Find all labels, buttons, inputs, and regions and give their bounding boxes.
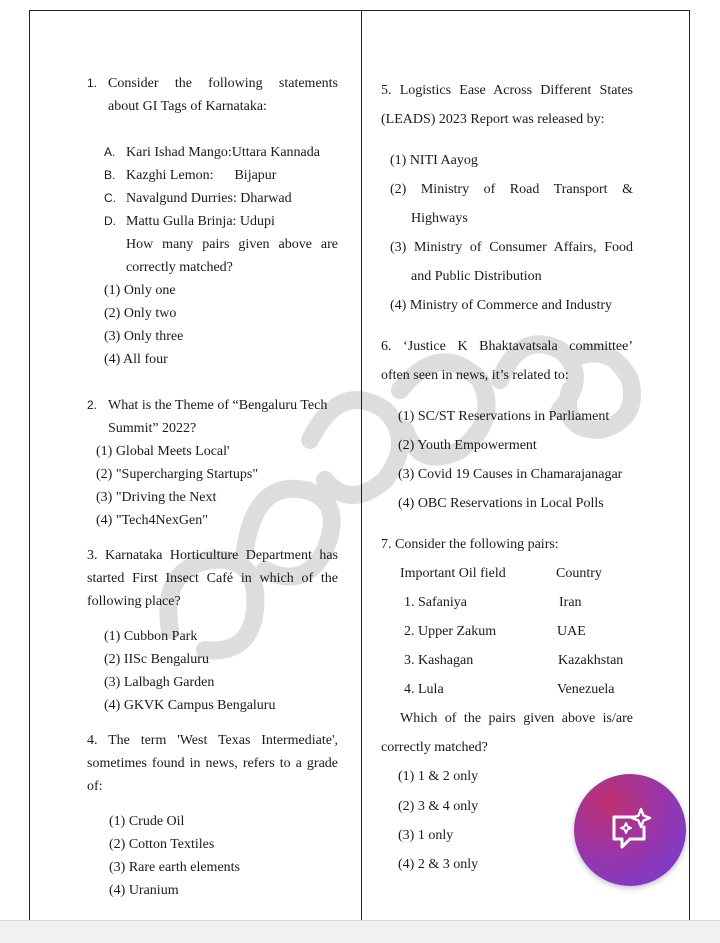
pair-country: Venezuela xyxy=(557,682,615,697)
option: (2) IISc Bengaluru xyxy=(104,652,209,667)
option-continued: Highways xyxy=(411,211,468,226)
item-letter: A. xyxy=(104,145,116,159)
option: (2) Ministry of Road Transport & xyxy=(390,182,633,197)
option: (4) Ministry of Commerce and Industry xyxy=(390,298,613,313)
option: (3) Lalbagh Garden xyxy=(104,675,215,690)
item-text: Kazghi Lemon: Bijapur xyxy=(126,168,277,183)
option: (2) 3 & 4 only xyxy=(398,799,479,814)
table-header-country: Country xyxy=(556,566,602,581)
pair-field: 2. Upper Zakum xyxy=(404,624,497,639)
question-text: about GI Tags of Karnataka: xyxy=(108,99,267,114)
option: (3) Rare earth elements xyxy=(109,860,240,875)
option: (4) 2 & 3 only xyxy=(398,857,479,872)
item-text: Kari Ishad Mango:Uttara Kannada xyxy=(126,145,320,160)
question-text: What is the Theme of “Bengaluru Tech xyxy=(108,398,328,413)
option: (1) Only one xyxy=(104,283,176,298)
pair-field: 3. Kashagan xyxy=(404,653,474,668)
item-letter: B. xyxy=(104,168,116,182)
option: (2) "Supercharging Startups" xyxy=(96,467,259,482)
option: (1) NITI Aayog xyxy=(390,153,478,168)
option: (4) "Tech4NexGen" xyxy=(96,513,208,528)
question-text: 5. Logistics Ease Across Different States xyxy=(381,83,633,98)
question-prompt: How many pairs given above are xyxy=(126,237,338,252)
question-text: often seen in news, it’s related to: xyxy=(381,368,569,383)
question-text: of: xyxy=(87,779,103,794)
option: (2) Cotton Textiles xyxy=(109,837,215,852)
option: (1) Global Meets Local' xyxy=(96,444,230,459)
option-continued: and Public Distribution xyxy=(411,269,542,284)
option: (1) SC/ST Reservations in Parliament xyxy=(398,409,610,424)
bottom-scroll-strip xyxy=(0,920,720,943)
question-text: 3. Karnataka Horticulture Department has xyxy=(87,548,338,563)
option: (3) Only three xyxy=(104,329,184,344)
option: (3) Covid 19 Causes in Chamarajanagar xyxy=(398,467,623,482)
item-text: Mattu Gulla Brinja: Udupi xyxy=(126,214,275,229)
question-number: 1. xyxy=(87,76,98,90)
option: (4) All four xyxy=(104,352,168,367)
option: (1) 1 & 2 only xyxy=(398,769,479,784)
question-text: 6. ‘Justice K Bhaktavatsala committee’ xyxy=(381,339,633,354)
question-text: Summit” 2022? xyxy=(108,421,197,436)
ai-assistant-button[interactable] xyxy=(574,774,686,886)
option: (2) Only two xyxy=(104,306,177,321)
ai-chat-sparkle-icon xyxy=(608,807,654,853)
option: (3) Ministry of Consumer Affairs, Food xyxy=(390,240,633,255)
question-text: Consider the following statements xyxy=(108,76,338,91)
question-text: sometimes found in news, refers to a grade xyxy=(87,756,338,771)
question-prompt: correctly matched? xyxy=(126,260,233,275)
option: (4) GKVK Campus Bengaluru xyxy=(104,698,276,713)
item-text: Navalgund Durries: Dharwad xyxy=(126,191,292,206)
pair-country: UAE xyxy=(557,624,586,639)
pair-field: 4. Lula xyxy=(404,682,444,697)
option: (1) Cubbon Park xyxy=(104,629,198,644)
question-text: 4. The term 'West Texas Intermediate', xyxy=(87,733,338,748)
question-number: 2. xyxy=(87,398,98,412)
pair-country: Kazakhstan xyxy=(558,653,624,668)
option: (2) Youth Empowerment xyxy=(398,438,537,453)
question-text: 7. Consider the following pairs: xyxy=(381,537,559,552)
pair-country: Iran xyxy=(559,595,582,610)
column-divider xyxy=(361,10,362,922)
option: (4) OBC Reservations in Local Polls xyxy=(398,496,604,511)
table-header-field: Important Oil field xyxy=(400,566,506,581)
question-text: (LEADS) 2023 Report was released by: xyxy=(381,112,605,127)
item-letter: C. xyxy=(104,191,116,205)
option: (1) Crude Oil xyxy=(109,814,185,829)
question-text: following place? xyxy=(87,594,181,609)
item-letter: D. xyxy=(104,214,116,228)
question-text: started First Insect Café in which of the xyxy=(87,571,338,586)
pair-field: 1. Safaniya xyxy=(404,595,467,610)
question-prompt: correctly matched? xyxy=(381,740,488,755)
option: (4) Uranium xyxy=(109,883,179,898)
option: (3) "Driving the Next xyxy=(96,490,217,505)
option: (3) 1 only xyxy=(398,828,454,843)
question-prompt: Which of the pairs given above is/are xyxy=(400,711,633,726)
